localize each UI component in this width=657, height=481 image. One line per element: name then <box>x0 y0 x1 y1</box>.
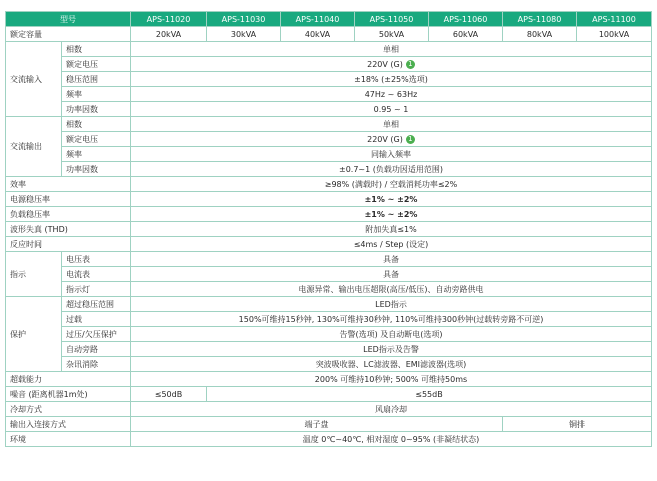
row-value: ≤4ms / Step (设定) <box>131 237 652 252</box>
model-name: APS-11060 <box>429 12 503 27</box>
table-row <box>6 387 652 402</box>
group-label-indicator: 指示 <box>6 252 62 297</box>
group-label-ac-output: 交流输出 <box>6 117 62 177</box>
row-label: 频率 <box>62 87 131 102</box>
table-row <box>6 402 652 417</box>
row-value: 150%可维持15秒钟, 130%可维持30秒钟, 110%可维持300秒钟(过载转旁路不可逆) <box>131 312 652 327</box>
row-label: 功率因数 <box>62 162 131 177</box>
row-value: ±18% (±25%选项) <box>131 72 652 87</box>
row-label: 过载 <box>62 312 131 327</box>
row-label: 杂讯消除 <box>62 357 131 372</box>
table-row <box>6 72 652 87</box>
table-row <box>6 42 652 57</box>
row-value: 风扇冷却 <box>131 402 652 417</box>
row-label: 额定电压 <box>62 132 131 147</box>
table-row <box>6 162 652 177</box>
row-label: 噪音 (距离机器1m处) <box>6 387 131 402</box>
row-value: ≤50dB <box>131 387 207 402</box>
model-label: 型号 <box>6 12 131 27</box>
row-value: 告警(选项) 及自动断电(选项) <box>131 327 652 342</box>
row-value: ±0.7~1 (负载功因适用范围) <box>131 162 652 177</box>
table-row <box>6 117 652 132</box>
capacity-value: 50kVA <box>355 27 429 42</box>
row-value-cell <box>131 132 652 147</box>
row-label: 自动旁路 <box>62 342 131 357</box>
table-row <box>6 282 652 297</box>
table-row <box>6 417 652 432</box>
row-label: 负载稳压率 <box>6 207 131 222</box>
capacity-value: 40kVA <box>281 27 355 42</box>
row-label: 效率 <box>6 177 131 192</box>
model-name: APS-11020 <box>131 12 207 27</box>
model-name: APS-11050 <box>355 12 429 27</box>
row-label: 相数 <box>62 117 131 132</box>
row-value: ±1% ~ ±2% <box>131 192 652 207</box>
group-label-protection: 保护 <box>6 297 62 372</box>
row-value: 220V (G) <box>367 59 403 69</box>
row-label: 环境 <box>6 432 131 447</box>
row-value: 单相 <box>131 42 652 57</box>
row-value: 单相 <box>131 117 652 132</box>
row-label: 输出入连接方式 <box>6 417 131 432</box>
table-row <box>6 192 652 207</box>
row-label: 稳压范围 <box>62 72 131 87</box>
table-row <box>6 222 652 237</box>
row-value: 铜排 <box>503 417 652 432</box>
row-value: 突波吸收器、LC滤波器、EMI滤波器(选项) <box>131 357 652 372</box>
spec-table <box>5 11 652 447</box>
model-name: APS-11030 <box>207 12 281 27</box>
model-name: APS-11100 <box>577 12 652 27</box>
table-row <box>6 297 652 312</box>
group-label-ac-input: 交流输入 <box>6 42 62 117</box>
row-label: 电压表 <box>62 252 131 267</box>
row-value: 温度 0℃~40℃, 相对湿度 0~95% (非凝结状态) <box>131 432 652 447</box>
row-label: 相数 <box>62 42 131 57</box>
row-value: 0.95 ~ 1 <box>131 102 652 117</box>
capacity-value: 20kVA <box>131 27 207 42</box>
table-row <box>6 432 652 447</box>
capacity-value: 60kVA <box>429 27 503 42</box>
capacity-value: 100kVA <box>577 27 652 42</box>
row-value: LED指示及告警 <box>131 342 652 357</box>
row-value: ≥98% (满载时) / 空载消耗功率≤2% <box>131 177 652 192</box>
row-value: 附加失真≤1% <box>131 222 652 237</box>
row-label: 超载能力 <box>6 372 131 387</box>
row-label: 冷却方式 <box>6 402 131 417</box>
capacity-row <box>6 27 652 42</box>
row-value: 具备 <box>131 252 652 267</box>
row-label: 功率因数 <box>62 102 131 117</box>
table-row <box>6 267 652 282</box>
table-row <box>6 57 652 72</box>
table-row <box>6 177 652 192</box>
table-row <box>6 372 652 387</box>
row-label: 反应时间 <box>6 237 131 252</box>
row-value: 电源异常、输出电压超限(高压/低压)、自动旁路供电 <box>131 282 652 297</box>
note-badge-icon: 1 <box>406 60 415 69</box>
row-value: ±1% ~ ±2% <box>131 207 652 222</box>
row-value: 220V (G) <box>367 134 403 144</box>
table-row <box>6 102 652 117</box>
row-value: LED指示 <box>131 297 652 312</box>
row-value: 具备 <box>131 267 652 282</box>
row-label: 额定容量 <box>6 27 131 42</box>
capacity-value: 30kVA <box>207 27 281 42</box>
row-label: 超过稳压范围 <box>62 297 131 312</box>
row-label: 电流表 <box>62 267 131 282</box>
table-row <box>6 252 652 267</box>
row-value: 端子盘 <box>131 417 503 432</box>
row-value: ≤55dB <box>207 387 652 402</box>
row-label: 频率 <box>62 147 131 162</box>
row-label: 过压/欠压保护 <box>62 327 131 342</box>
row-value: 同输入频率 <box>131 147 652 162</box>
row-label: 波形失真 (THD) <box>6 222 131 237</box>
row-label: 指示灯 <box>62 282 131 297</box>
row-label: 电源稳压率 <box>6 192 131 207</box>
row-value: 47Hz ~ 63Hz <box>131 87 652 102</box>
model-name: APS-11080 <box>503 12 577 27</box>
table-row <box>6 342 652 357</box>
table-row <box>6 312 652 327</box>
table-row <box>6 147 652 162</box>
note-badge-icon: 1 <box>406 135 415 144</box>
model-name: APS-11040 <box>281 12 355 27</box>
table-row <box>6 207 652 222</box>
table-row <box>6 87 652 102</box>
row-value: 200% 可维持10秒钟; 500% 可维持50ms <box>131 372 652 387</box>
table-row <box>6 327 652 342</box>
header-row <box>6 12 652 27</box>
table-row <box>6 237 652 252</box>
row-label: 额定电压 <box>62 57 131 72</box>
table-row <box>6 132 652 147</box>
table-row <box>6 357 652 372</box>
capacity-value: 80kVA <box>503 27 577 42</box>
row-value-cell <box>131 57 652 72</box>
